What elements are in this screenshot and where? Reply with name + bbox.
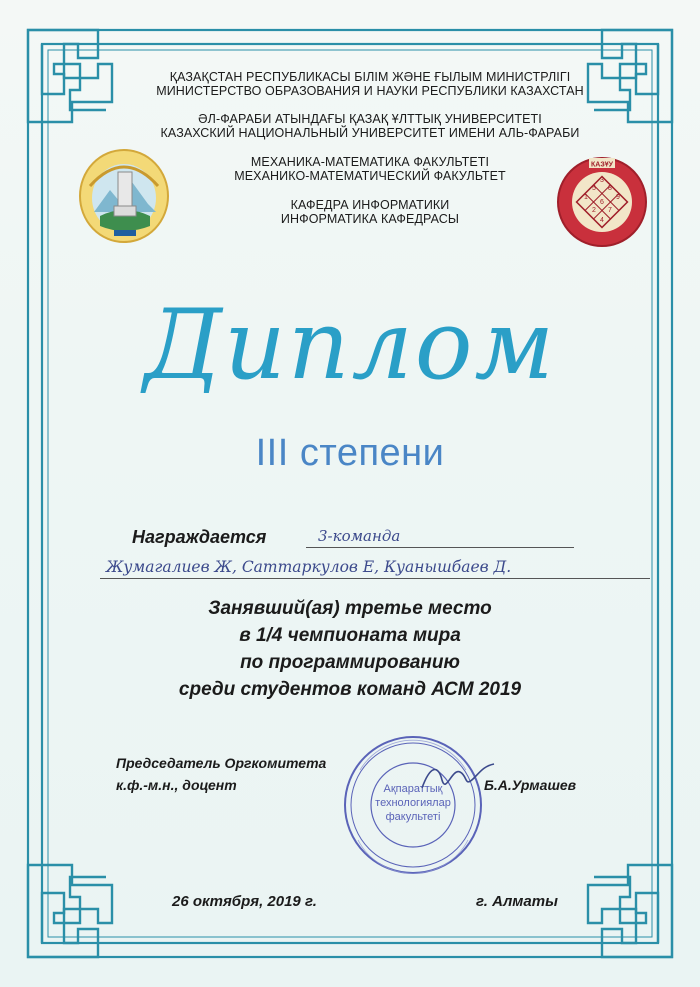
- faculty-kz: МЕХАНИКА-МАТЕМАТИКА ФАКУЛЬТЕТІ: [250, 155, 490, 169]
- badge-digit: 1: [584, 194, 588, 201]
- ministry-kz: ҚАЗАҚСТАН РЕСПУБЛИКАСЫ БІЛІМ ЖӘНЕ ҒЫЛЫМ МИНИСТРЛІГІ: [169, 70, 571, 84]
- recipient-handwritten: 3-команда: [318, 527, 401, 545]
- recipient-underline: [306, 547, 574, 548]
- university-ru: КАЗАХСКИЙ НАЦИОНАЛЬНЫЙ УНИВЕРСИТЕТ ИМЕНИ АЛЬ-ФАРАБИ: [160, 126, 580, 140]
- department-kz: ИНФОРМАТИКА КАФЕДРАСЫ: [280, 212, 460, 226]
- department-ru: КАФЕДРА ИНФОРМАТИКИ: [290, 198, 450, 212]
- badge-digit: 7: [608, 207, 612, 214]
- badge-digit: 3: [600, 177, 604, 184]
- badge-digit: 8: [608, 185, 612, 192]
- body-line: Занявший(ая) третье место: [208, 598, 492, 619]
- university-emblem-logo: [76, 146, 172, 246]
- stamp-text: Ақпараттық: [383, 783, 443, 795]
- signatory-role: Председатель Оргкомитета: [116, 755, 327, 771]
- stamp-text: технологиялар: [375, 797, 451, 809]
- ministry-header: [100, 70, 640, 98]
- body-line: в 1/4 чемпионата мира: [239, 625, 461, 646]
- university-header: [100, 112, 640, 140]
- university-kz: ӘЛ-ФАРАБИ АТЫНДАҒЫ ҚАЗАҚ ҰЛТТЫҚ УНИВЕРСИТЕТІ: [198, 112, 542, 126]
- diploma-city: г. Алматы: [476, 893, 558, 910]
- members-handwritten: Жумагалиев Ж, Саттаркулов Е, Куанышбаев Д.: [106, 558, 512, 576]
- badge-digit: 4: [600, 217, 604, 224]
- badge-digit: 9: [616, 194, 620, 201]
- badge-top-text: КАЗҰУ: [591, 161, 613, 169]
- faculty-badge-logo: [554, 154, 650, 250]
- stamp-text: факультеті: [385, 811, 441, 823]
- faculty-ru: МЕХАНИКО-МАТЕМАТИЧЕСКИЙ ФАКУЛЬТЕТ: [234, 169, 506, 183]
- body-line: среди студентов команд АСМ 2019: [178, 679, 522, 700]
- body-line: по программированию: [240, 652, 460, 673]
- badge-digit: 5: [592, 185, 596, 192]
- award-label: Награждается: [132, 527, 267, 547]
- department-header: [140, 198, 600, 226]
- faculty-header: [140, 155, 600, 183]
- members-underline: [100, 578, 650, 579]
- badge-digit: 2: [592, 207, 596, 214]
- ministry-ru: МИНИСТЕРСТВО ОБРАЗОВАНИЯ И НАУКИ РЕСПУБЛИКИ КАЗАХСТАН: [156, 84, 584, 98]
- award-description: [80, 595, 620, 703]
- diploma-date: 26 октября, 2019 г.: [172, 893, 317, 910]
- diploma-degree: III степени: [255, 432, 445, 474]
- diploma-title: Диплом: [143, 289, 557, 401]
- official-stamp: [338, 730, 488, 880]
- signatory-name: Б.А.Урмашев: [484, 777, 577, 793]
- badge-digit: 6: [600, 199, 604, 206]
- signatory-title: к.ф.-м.н., доцент: [116, 777, 237, 793]
